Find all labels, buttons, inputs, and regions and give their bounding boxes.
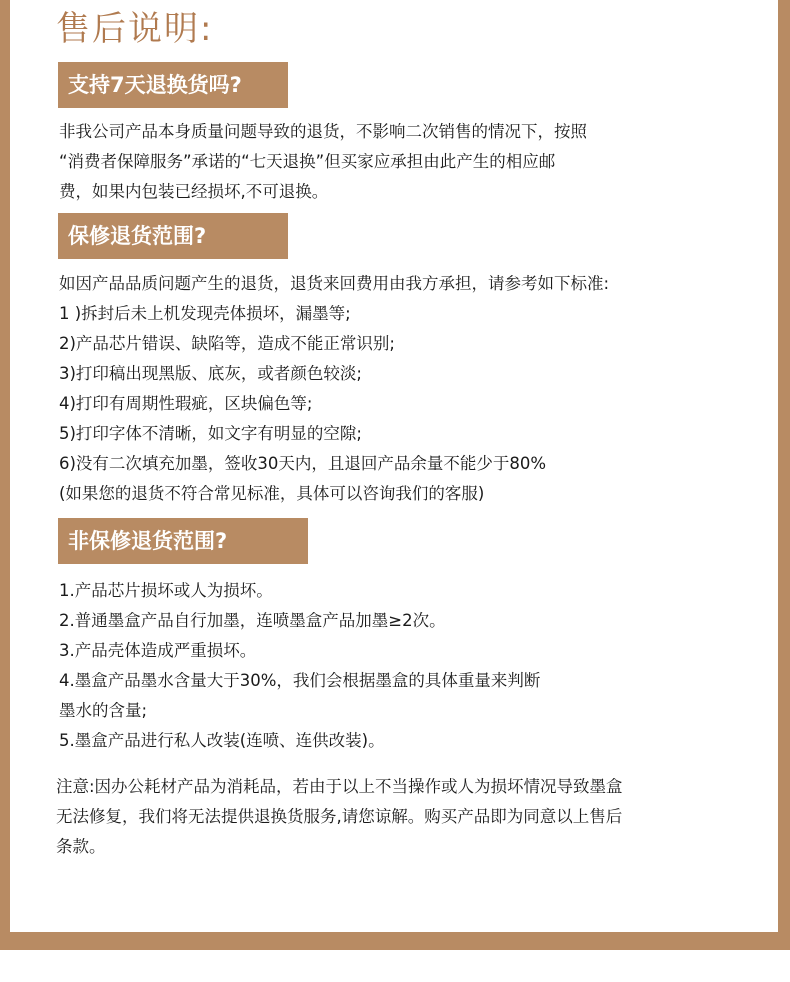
text-line: (如果您的退货不符合常见标准，具体可以咨询我们的客服) [59,484,485,503]
list-item: 1.产品芯片损坏或人为损坏。 [59,581,273,600]
section-warranty-scope-body [59,269,739,509]
text-line: 墨水的含量; [59,701,148,720]
list-item: 1 )拆封后未上机发现壳体损坏，漏墨等; [59,304,351,323]
list-item: 5.墨盒产品进行私人改装(连喷、连供改装)。 [59,731,385,750]
text-line: 非我公司产品本身质量问题导致的退货，不影响二次销售的情况下，按照 [59,122,587,141]
section-heading-non-warranty-scope: 非保修退货范围? [58,518,308,564]
list-item: 6)没有二次填充加墨，签收30天内，且退回产品余量不能少于80% [59,454,547,473]
list-item: 2.普通墨盒产品自行加墨，连喷墨盒产品加墨≥2次。 [59,611,446,630]
page-title: 售后说明: [56,9,214,49]
text-line: 条款。 [56,837,106,856]
text-line: 注意:因办公耗材产品为消耗品，若由于以上不当操作或人为损坏情况导致墨盒 [56,777,623,796]
list-item: 2)产品芯片错误、缺陷等，造成不能正常识别; [59,334,395,353]
note-paragraph [56,772,736,862]
list-item: 5)打印字体不清晰，如文字有明显的空隙; [59,424,362,443]
list-item: 4.墨盒产品墨水含量大于30%，我们会根据墨盒的具体重量来判断 [59,671,541,690]
text-line: 无法修复，我们将无法提供退换货服务,请您谅解。购买产品即为同意以上售后 [56,807,623,826]
section-heading-warranty-scope: 保修退货范围? [58,213,288,259]
section-7day-return-body [59,117,739,207]
section-non-warranty-scope-body [59,576,739,756]
list-item: 4)打印有周期性瑕疵，区块偏色等; [59,394,313,413]
text-line: 费，如果内包装已经损坏,不可退换。 [59,182,329,201]
text-line: 如因产品品质问题产生的退货，退货来回费用由我方承担，请参考如下标准: [59,274,610,293]
section-heading-7day-return: 支持7天退换货吗? [58,62,288,108]
text-line: “消费者保障服务”承诺的“七天退换”但买家应承担由此产生的相应邮 [59,152,556,171]
list-item: 3)打印稿出现黑版、底灰，或者颜色较淡; [59,364,362,383]
list-item: 3.产品壳体造成严重损坏。 [59,641,257,660]
